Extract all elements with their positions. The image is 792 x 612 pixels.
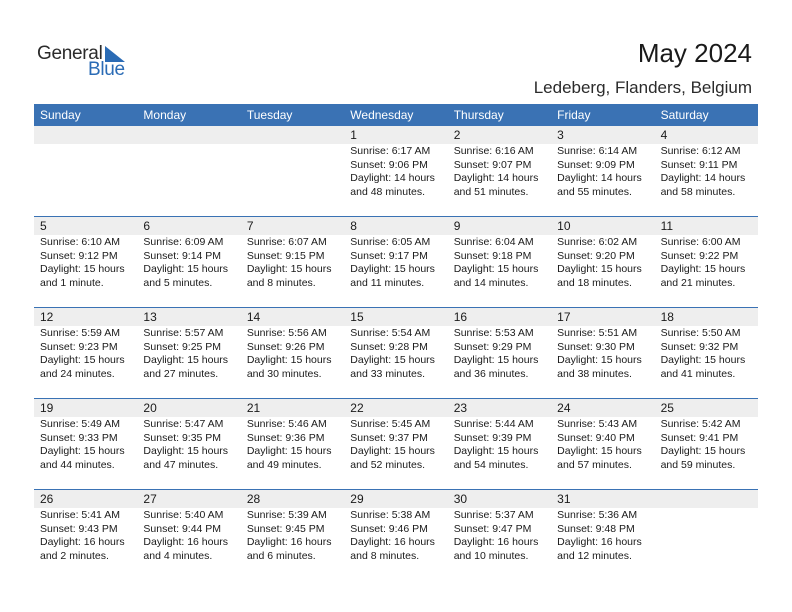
daylight-text: Daylight: 14 hours [453, 172, 539, 184]
sunset-text: Sunset: 9:29 PM [453, 340, 532, 353]
sunrise-text: Sunrise: 5:38 AM [350, 509, 431, 521]
daylight-minutes-text: and 14 minutes. [453, 276, 529, 289]
day-number: 27 [137, 490, 240, 508]
day-cell [241, 490, 344, 580]
day-number: 12 [34, 308, 137, 326]
sunrise-text: Sunrise: 6:14 AM [557, 145, 638, 157]
day-cell [34, 217, 137, 307]
calendar-week-row [34, 126, 758, 216]
sunrise-text: Sunrise: 5:40 AM [143, 509, 224, 521]
day-number: 11 [655, 217, 758, 235]
sunset-text: Sunset: 9:32 PM [660, 340, 739, 353]
sunset-text: Sunset: 9:11 PM [660, 158, 738, 171]
daylight-minutes-text: and 38 minutes. [557, 367, 632, 380]
sunset-text: Sunset: 9:28 PM [350, 340, 428, 353]
sunset-text: Sunset: 9:33 PM [40, 431, 118, 444]
day-cell [34, 490, 137, 580]
weekday-label: Sunday [40, 108, 81, 122]
day-number: 3 [551, 126, 654, 144]
day-number [137, 126, 240, 144]
day-sun-info [34, 509, 137, 563]
day-number: 7 [241, 217, 344, 235]
day-sun-info [241, 236, 344, 290]
day-sun-info [551, 236, 654, 290]
sunrise-text: Sunrise: 5:53 AM [453, 327, 534, 339]
day-sun-info [551, 145, 654, 199]
sunrise-text: Sunrise: 5:46 AM [246, 418, 327, 430]
daylight-text: Daylight: 16 hours [350, 536, 435, 548]
location-label: Ledeberg, Flanders, Belgium [533, 78, 752, 97]
daylight-minutes-text: and 49 minutes. [246, 458, 322, 471]
empty-day-cell [655, 490, 758, 580]
daylight-text: Daylight: 15 hours [143, 263, 229, 275]
day-cell [448, 217, 551, 307]
sunset-text: Sunset: 9:25 PM [143, 340, 222, 353]
day-cell [344, 308, 447, 398]
daylight-minutes-text: and 4 minutes. [143, 549, 213, 562]
sunset-text: Sunset: 9:40 PM [557, 431, 635, 444]
sunrise-text: Sunrise: 5:49 AM [40, 418, 120, 430]
daylight-minutes-text: and 30 minutes. [246, 367, 322, 380]
sunrise-text: Sunrise: 5:45 AM [350, 418, 431, 430]
day-cell [551, 399, 654, 489]
day-cell [344, 399, 447, 489]
day-number: 23 [448, 399, 551, 417]
day-number [655, 490, 758, 508]
day-sun-info [448, 418, 551, 472]
empty-day-cell [241, 126, 344, 216]
day-cell [137, 399, 240, 489]
daylight-minutes-text: and 2 minutes. [40, 549, 109, 562]
sunrise-text: Sunrise: 5:51 AM [557, 327, 638, 339]
day-number: 18 [655, 308, 758, 326]
day-sun-info [137, 327, 240, 381]
day-sun-info [241, 418, 344, 472]
daylight-minutes-text: and 58 minutes. [660, 185, 736, 198]
sunrise-text: Sunrise: 6:05 AM [350, 236, 431, 248]
daylight-text: Daylight: 15 hours [40, 354, 125, 366]
daylight-text: Daylight: 16 hours [40, 536, 125, 548]
daylight-text: Daylight: 15 hours [40, 263, 125, 275]
daylight-text: Daylight: 15 hours [246, 445, 332, 457]
page-title: May 2024 [637, 38, 752, 68]
sunset-text: Sunset: 9:35 PM [143, 431, 222, 444]
day-sun-info [551, 327, 654, 381]
day-cell [551, 126, 654, 216]
day-cell [655, 308, 758, 398]
day-number: 20 [137, 399, 240, 417]
day-number: 26 [34, 490, 137, 508]
daylight-text: Daylight: 15 hours [557, 263, 642, 275]
calendar [34, 104, 758, 580]
day-cell [448, 399, 551, 489]
weekday-label: Monday [143, 108, 187, 122]
weekday-label: Saturday [660, 108, 709, 122]
day-number: 21 [241, 399, 344, 417]
daylight-minutes-text: and 8 minutes. [246, 276, 316, 289]
day-cell [241, 399, 344, 489]
sunset-text: Sunset: 9:06 PM [350, 158, 428, 171]
weekday-label: Tuesday [246, 108, 293, 122]
sunrise-text: Sunrise: 6:17 AM [350, 145, 431, 157]
daylight-minutes-text: and 36 minutes. [453, 367, 529, 380]
sunrise-text: Sunrise: 5:42 AM [660, 418, 741, 430]
sunrise-text: Sunrise: 5:47 AM [143, 418, 224, 430]
day-number: 17 [551, 308, 654, 326]
sunset-text: Sunset: 9:44 PM [143, 522, 222, 535]
day-sun-info [655, 236, 758, 290]
day-number: 8 [344, 217, 447, 235]
day-number: 16 [448, 308, 551, 326]
day-cell [655, 217, 758, 307]
daylight-text: Daylight: 14 hours [557, 172, 642, 184]
day-cell [551, 308, 654, 398]
daylight-minutes-text: and 59 minutes. [660, 458, 736, 471]
day-number: 4 [655, 126, 758, 144]
sunset-text: Sunset: 9:48 PM [557, 522, 635, 535]
calendar-week-row [34, 489, 758, 580]
sunset-text: Sunset: 9:45 PM [246, 522, 325, 535]
sunset-text: Sunset: 9:41 PM [660, 431, 739, 444]
day-sun-info [137, 236, 240, 290]
daylight-minutes-text: and 21 minutes. [660, 276, 736, 289]
sunrise-text: Sunrise: 5:50 AM [660, 327, 741, 339]
day-cell [137, 308, 240, 398]
logo [37, 43, 137, 83]
sunrise-text: Sunrise: 6:09 AM [143, 236, 224, 248]
day-sun-info [551, 509, 654, 563]
day-cell [344, 217, 447, 307]
logo-blue-text: Blue [88, 59, 125, 80]
day-cell [344, 490, 447, 580]
day-number: 31 [551, 490, 654, 508]
sunrise-text: Sunrise: 5:36 AM [557, 509, 638, 521]
day-number: 22 [344, 399, 447, 417]
sunset-text: Sunset: 9:17 PM [350, 249, 428, 262]
day-sun-info [344, 327, 447, 381]
day-number: 10 [551, 217, 654, 235]
sunrise-text: Sunrise: 5:39 AM [246, 509, 327, 521]
weekday-label: Friday [557, 108, 591, 122]
sunset-text: Sunset: 9:43 PM [40, 522, 118, 535]
day-number: 9 [448, 217, 551, 235]
calendar-week-row [34, 398, 758, 489]
day-number: 2 [448, 126, 551, 144]
logo-general-text: General [37, 43, 103, 64]
sunset-text: Sunset: 9:39 PM [453, 431, 532, 444]
day-cell [448, 308, 551, 398]
sunset-text: Sunset: 9:15 PM [246, 249, 325, 262]
day-sun-info [655, 145, 758, 199]
day-sun-info [448, 327, 551, 381]
day-cell [34, 399, 137, 489]
day-number: 1 [344, 126, 447, 144]
day-sun-info [137, 509, 240, 563]
sunrise-text: Sunrise: 5:37 AM [453, 509, 534, 521]
sunrise-text: Sunrise: 5:54 AM [350, 327, 431, 339]
day-number: 6 [137, 217, 240, 235]
weekday-label: Wednesday [350, 108, 414, 122]
daylight-text: Daylight: 15 hours [143, 354, 229, 366]
daylight-minutes-text: and 12 minutes. [557, 549, 632, 562]
daylight-text: Daylight: 16 hours [557, 536, 642, 548]
daylight-text: Daylight: 15 hours [246, 354, 332, 366]
empty-day-cell [34, 126, 137, 216]
daylight-text: Daylight: 15 hours [350, 354, 435, 366]
sunset-text: Sunset: 9:22 PM [660, 249, 739, 262]
daylight-minutes-text: and 55 minutes. [557, 185, 632, 198]
daylight-minutes-text: and 52 minutes. [350, 458, 425, 471]
day-sun-info [137, 418, 240, 472]
day-sun-info [448, 145, 551, 199]
sunrise-text: Sunrise: 6:16 AM [453, 145, 534, 157]
daylight-text: Daylight: 15 hours [557, 445, 642, 457]
day-cell [34, 308, 137, 398]
daylight-text: Daylight: 15 hours [453, 354, 539, 366]
day-number [241, 126, 344, 144]
sunrise-text: Sunrise: 6:04 AM [453, 236, 534, 248]
sunrise-text: Sunrise: 5:43 AM [557, 418, 638, 430]
daylight-minutes-text: and 24 minutes. [40, 367, 115, 380]
daylight-text: Daylight: 15 hours [350, 445, 435, 457]
sunrise-text: Sunrise: 6:12 AM [660, 145, 741, 157]
calendar-week-row [34, 307, 758, 398]
daylight-text: Daylight: 14 hours [350, 172, 435, 184]
daylight-text: Daylight: 15 hours [557, 354, 642, 366]
daylight-text: Daylight: 15 hours [350, 263, 435, 275]
day-sun-info [551, 418, 654, 472]
day-number: 19 [34, 399, 137, 417]
day-sun-info [34, 418, 137, 472]
day-sun-info [448, 509, 551, 563]
day-number: 28 [241, 490, 344, 508]
daylight-text: Daylight: 15 hours [40, 445, 125, 457]
sunset-text: Sunset: 9:14 PM [143, 249, 222, 262]
day-cell [137, 490, 240, 580]
day-sun-info [344, 418, 447, 472]
day-sun-info [344, 509, 447, 563]
day-cell [137, 217, 240, 307]
daylight-minutes-text: and 27 minutes. [143, 367, 219, 380]
daylight-minutes-text: and 33 minutes. [350, 367, 425, 380]
sunset-text: Sunset: 9:23 PM [40, 340, 118, 353]
day-cell [448, 126, 551, 216]
day-sun-info [344, 236, 447, 290]
day-cell [241, 308, 344, 398]
sunrise-text: Sunrise: 6:00 AM [660, 236, 741, 248]
daylight-minutes-text: and 47 minutes. [143, 458, 219, 471]
sunrise-text: Sunrise: 5:57 AM [143, 327, 224, 339]
daylight-text: Daylight: 16 hours [453, 536, 539, 548]
day-number: 29 [344, 490, 447, 508]
sunrise-text: Sunrise: 5:41 AM [40, 509, 120, 521]
day-cell [655, 126, 758, 216]
day-number: 14 [241, 308, 344, 326]
sunset-text: Sunset: 9:30 PM [557, 340, 635, 353]
day-cell [551, 490, 654, 580]
sunset-text: Sunset: 9:12 PM [40, 249, 118, 262]
day-number: 13 [137, 308, 240, 326]
daylight-text: Daylight: 15 hours [143, 445, 229, 457]
sunset-text: Sunset: 9:26 PM [246, 340, 325, 353]
daylight-text: Daylight: 15 hours [660, 354, 746, 366]
weekday-label: Thursday [453, 108, 504, 122]
calendar-body [34, 126, 758, 580]
sunrise-text: Sunrise: 6:02 AM [557, 236, 638, 248]
day-number: 25 [655, 399, 758, 417]
calendar-week-row [34, 216, 758, 307]
sunset-text: Sunset: 9:47 PM [453, 522, 532, 535]
daylight-minutes-text: and 57 minutes. [557, 458, 632, 471]
sunrise-text: Sunrise: 5:44 AM [453, 418, 534, 430]
day-number: 30 [448, 490, 551, 508]
day-cell [655, 399, 758, 489]
day-sun-info [34, 236, 137, 290]
sunrise-text: Sunrise: 5:59 AM [40, 327, 120, 339]
sunrise-text: Sunrise: 6:07 AM [246, 236, 327, 248]
daylight-text: Daylight: 15 hours [660, 445, 746, 457]
day-number: 5 [34, 217, 137, 235]
sunset-text: Sunset: 9:37 PM [350, 431, 428, 444]
daylight-text: Daylight: 16 hours [143, 536, 229, 548]
sunset-text: Sunset: 9:20 PM [557, 249, 635, 262]
sunset-text: Sunset: 9:09 PM [557, 158, 635, 171]
daylight-text: Daylight: 15 hours [453, 445, 539, 457]
day-number: 15 [344, 308, 447, 326]
daylight-minutes-text: and 48 minutes. [350, 185, 425, 198]
day-cell [241, 217, 344, 307]
day-sun-info [655, 327, 758, 381]
sunset-text: Sunset: 9:07 PM [453, 158, 532, 171]
day-cell [344, 126, 447, 216]
daylight-text: Daylight: 15 hours [246, 263, 332, 275]
day-number [34, 126, 137, 144]
daylight-minutes-text: and 8 minutes. [350, 549, 420, 562]
sunset-text: Sunset: 9:46 PM [350, 522, 428, 535]
day-sun-info [241, 327, 344, 381]
daylight-minutes-text: and 51 minutes. [453, 185, 529, 198]
empty-day-cell [137, 126, 240, 216]
day-sun-info [448, 236, 551, 290]
sunrise-text: Sunrise: 6:10 AM [40, 236, 120, 248]
daylight-minutes-text: and 10 minutes. [453, 549, 529, 562]
sunrise-text: Sunrise: 5:56 AM [246, 327, 327, 339]
daylight-text: Daylight: 15 hours [453, 263, 539, 275]
daylight-minutes-text: and 18 minutes. [557, 276, 632, 289]
day-sun-info [241, 509, 344, 563]
day-sun-info [655, 418, 758, 472]
daylight-minutes-text: and 11 minutes. [350, 276, 425, 289]
daylight-minutes-text: and 1 minute. [40, 276, 104, 289]
daylight-minutes-text: and 6 minutes. [246, 549, 316, 562]
daylight-text: Daylight: 16 hours [246, 536, 332, 548]
day-sun-info [34, 327, 137, 381]
daylight-text: Daylight: 14 hours [660, 172, 746, 184]
day-sun-info [344, 145, 447, 199]
daylight-minutes-text: and 54 minutes. [453, 458, 529, 471]
sunset-text: Sunset: 9:36 PM [246, 431, 325, 444]
daylight-minutes-text: and 41 minutes. [660, 367, 736, 380]
daylight-minutes-text: and 5 minutes. [143, 276, 213, 289]
day-cell [551, 217, 654, 307]
daylight-text: Daylight: 15 hours [660, 263, 746, 275]
daylight-minutes-text: and 44 minutes. [40, 458, 115, 471]
day-cell [448, 490, 551, 580]
sunset-text: Sunset: 9:18 PM [453, 249, 532, 262]
day-number: 24 [551, 399, 654, 417]
weekday-header [34, 104, 758, 126]
